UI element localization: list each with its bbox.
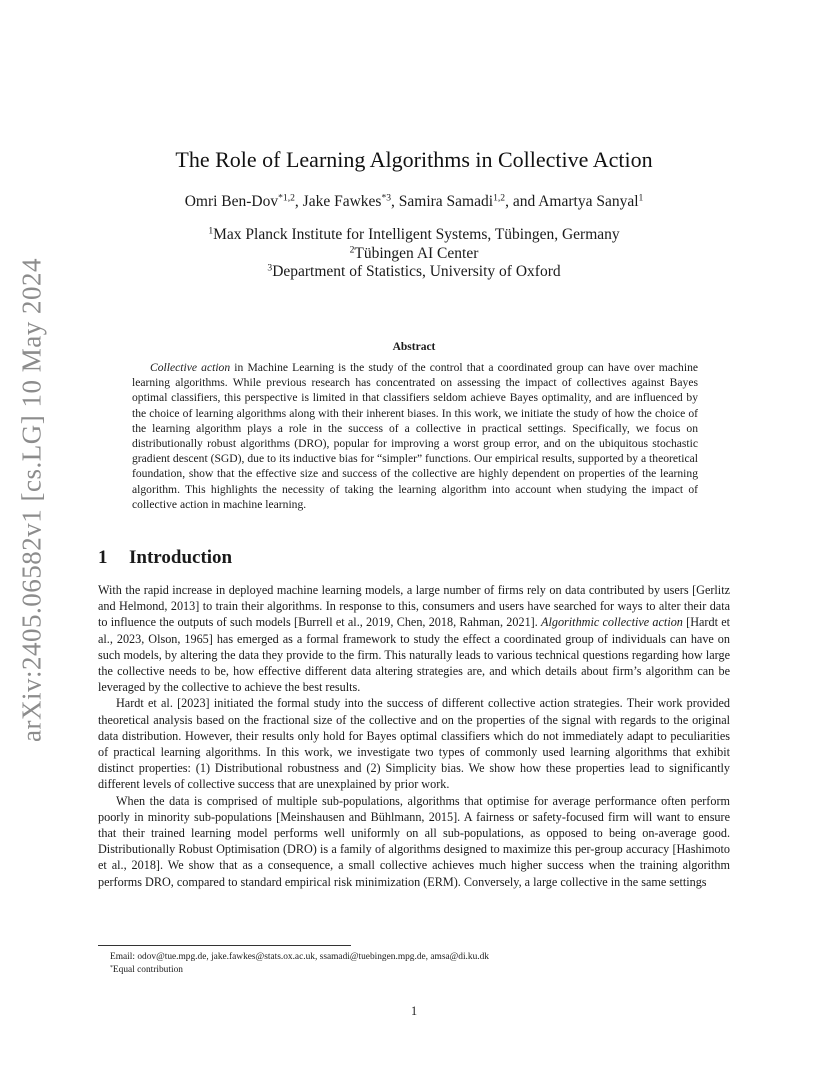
section-heading: 1 Introduction [98,547,233,568]
paragraph: When the data is comprised of multiple sub-populations, algorithms that optimise for average performance often perform poorly in minority sub-populations [Meinshausen and Bühlmann, 2015]. A fairness or safety-focused firm will want to ensure that their trained learning model performs well uniformly on all sub-populations, as opposed to being on-average good. Distributionally Robust Optimisation (DRO) is a family of algorithms designed to maximize this per-group accuracy [Hashimoto et al., 2018]. We show that as a consequence, a small collective achieves much higher success when the training algorithm performs DRO, compared to standard empirical risk minimization (ERM). Conversely, a large collective in the same settings [98,793,730,889]
page-number: 1 [410,1004,418,1018]
author: Omri Ben-Dov$^{*1,2}$, [184,192,303,210]
arxiv-stamp-text: arXiv:2405.06582v1 [cs.LG] 10 May 2024 [16,258,47,742]
paragraph: Hardt et al. [2023] initiated the formal study into the success of different collective action strategies. Their work provided theoretical analysis based on the fractional size of the collective and on the properties of the signal with regards to the original data distribution. However, their results only hold for Bayes optimal classifiers which do not immediately adapt to peculiarities of practical learning algorithms. In this work, we investigate two types of commonly used learning algorithms that exhibit distinct properties: (1) Distributional robustness and (2) Simplicity bias. We show how these properties lead to significantly different levels of collective success that are unexplained by prior work. [98,696,730,792]
paper-title: The Role of Learning Algorithms in Collective Action [175,147,653,172]
author: Samira Samadi$^{1,2}$, and [398,192,539,210]
footnotes [110,951,730,976]
footnote-equal: *Equal contribution [110,964,183,975]
footnote-email: Email: odov@tue.mpg.de, jake.fawkes@stats.ox.ac.uk, ssamadi@tuebingen.mpg.de, amsa@di.ku.dk [110,952,489,962]
author: Jake Fawkes$^{*3}$, [302,192,399,210]
footnote-rule [98,945,351,946]
affiliation: $^2$Tübingen AI Center [349,244,479,262]
abstract-text: Collective action in Machine Learning is the study of the control that a coordinated group can have over machine learning algorithms. While previous research has concentrated on assessing the impact of collectives against Bayes optimal classifiers, this perspective is limited in that classifiers seldom achieve Bayes optimality, and are influenced by the choice of learning algorithms along with their inherent biases. In this work, we initiate the study of how the choice of the learning algorithm plays a role in the success of a collective in practical settings. Specifically, we focus on distributionally robust algorithms (DRO), popular for improving a worst group error, and on the ubiquitous stochastic gradient descent (SGD), due to its inductive bias for “simpler” functions. Our empirical results, supported by a theoretical foundation, show that the effective size and success of the collective are highly dependent on properties of the learning algorithm. This highlights the necessity of taking the learning algorithm into account when studying the impact of collective action in machine learning. [132,361,699,511]
abstract-heading: Abstract [392,341,436,353]
intro-body [98,582,730,890]
author-list [0,193,828,211]
author: Amartya Sanyal$^1$ [538,192,644,210]
affiliation: $^3$Department of Statistics, University of Oxford [267,262,561,280]
paragraph: With the rapid increase in deployed machine learning models, a large number of firms rely on data contributed by users [Gerlitz and Helmond, 2013] to train their algorithms. In response to this, consumers and users have searched for ways to alter their data to influence the outputs of such models [Burrell et al., 2019, Chen, 2018, Rahman, 2021]. Algorithmic collective action [Hardt et al., 2023, Olson, 1965] has emerged as a formal framework to study the effect a coordinated group of individuals can have on such models, by altering the data they provide to the firm. This naturally leads to various technical questions regarding how large the collective needs to be, how effective different data altering strategies are, and which details about firm’s algorithm can be leveraged by the collective to achieve the best results. [98,583,731,695]
affiliation: $^1$Max Planck Institute for Intelligent Systems, Tübingen, Germany [208,225,620,243]
